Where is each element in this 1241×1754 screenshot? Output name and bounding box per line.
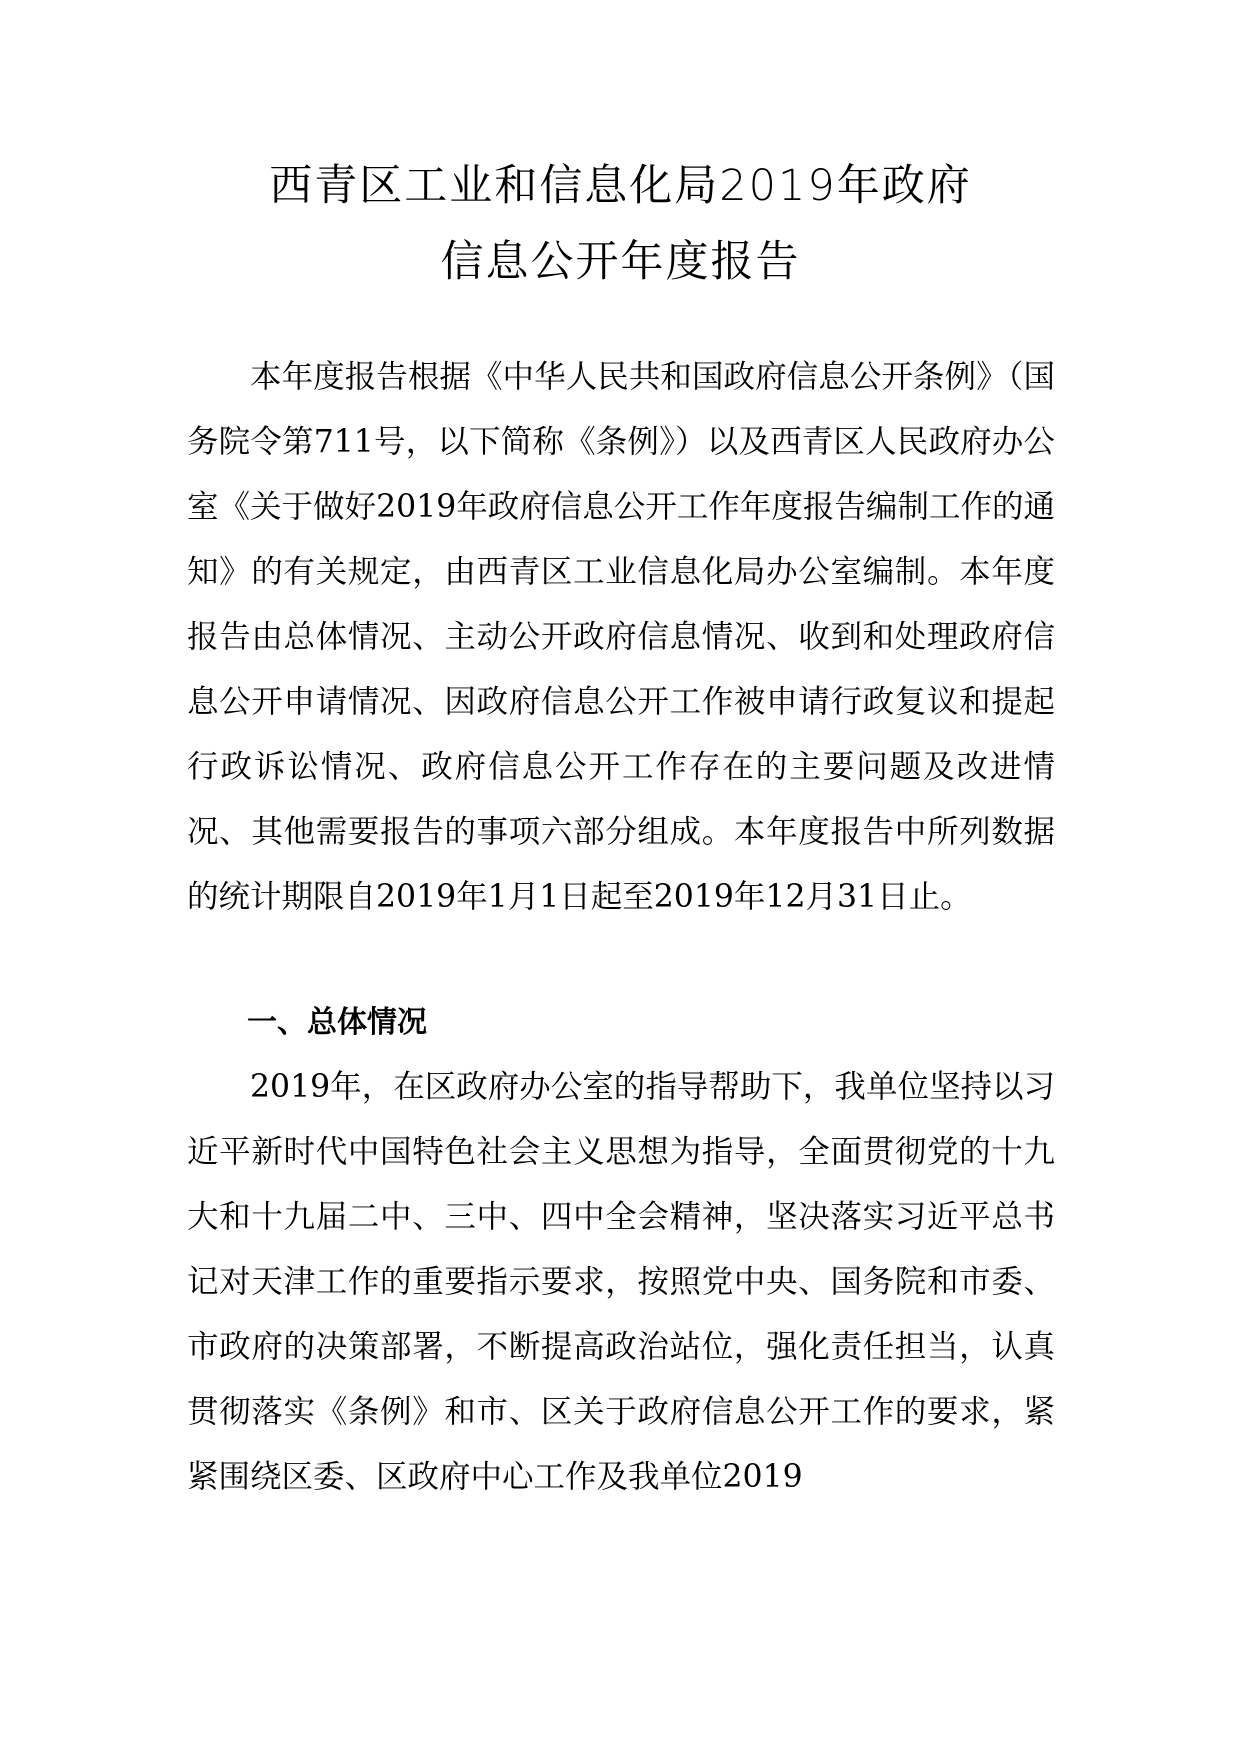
title-line-1: 西青区工业和信息化局2019年政府 <box>269 161 972 211</box>
section-1-heading-block <box>187 990 1055 1055</box>
intro-section <box>187 345 1055 930</box>
intro-paragraph: 本年度报告根据《中华人民共和国政府信息公开条例》（国务院令第711号，以下简称《条例》）以及西青区人民政府办公室《关于做好2019年政府信息公开工作年度报告编制工作的通知》的有关规定，由西青区工业信息化局办公室编制。本年度报告由总体情况、主动公开政府信息情况、收到和处理政府信息公开申请情况、因政府信息公开工作被申请行政复议和提起行政诉讼情况、政府信息公开工作存在的主要问题及改进情况、其他需要报告的事项六部分组成。本年度报告中所列数据的统计期限自2019年1月1日起至2019年12月31日止。 <box>187 359 1055 915</box>
section-1-body <box>187 1055 1055 1510</box>
title-line-2: 信息公开年度报告 <box>440 237 801 287</box>
document-title <box>0 148 1241 300</box>
section-1-heading: 一、总体情况 <box>247 1005 427 1040</box>
section-1-paragraph: 2019年，在区政府办公室的指导帮助下，我单位坚持以习近平新时代中国特色社会主义思想为指导，全面贯彻党的十九大和十九届二中、三中、四中全会精神，坚决落实习近平总书记对天津工作的重要指示要求，按照党中央、国务院和市委、市政府的决策部署，不断提高政治站位，强化责任担当，认真贯彻落实《条例》和市、区关于政府信息公开工作的要求，紧紧围绕区委、区政府中心工作及我单位2019 <box>187 1069 1055 1495</box>
